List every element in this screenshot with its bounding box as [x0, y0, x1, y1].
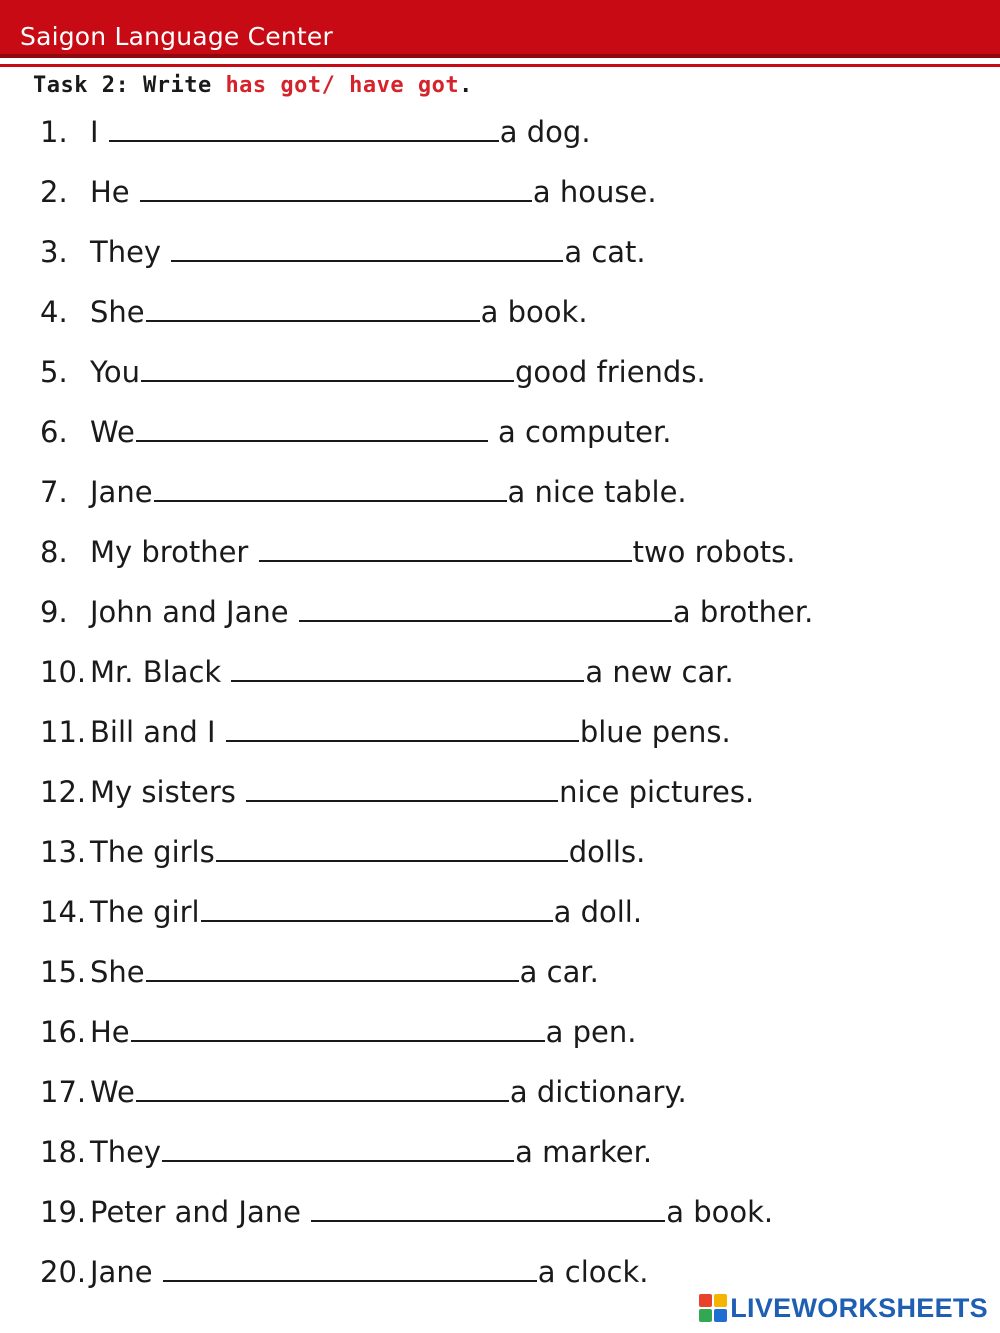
answer-blank[interactable] — [146, 296, 480, 322]
exercise-item — [40, 472, 687, 512]
answer-blank[interactable] — [146, 956, 519, 982]
item-number: 8. — [40, 535, 68, 569]
item-rest: a book. — [666, 1195, 774, 1229]
item-rest: blue pens. — [579, 715, 731, 749]
exercise-item — [40, 532, 796, 572]
item-rest: a new car. — [585, 655, 734, 689]
item-subject: He — [90, 1015, 130, 1049]
item-subject: We — [90, 415, 135, 449]
item-rest: a house. — [532, 175, 657, 209]
item-rest: a marker. — [515, 1135, 653, 1169]
item-rest: good friends. — [515, 355, 706, 389]
exercise-item — [40, 172, 657, 212]
answer-blank[interactable] — [246, 776, 558, 802]
item-subject: We — [90, 1075, 135, 1109]
item-number: 19. — [40, 1195, 87, 1229]
exercise-item — [40, 592, 813, 632]
item-subject: Bill and I — [90, 715, 225, 749]
exercise-item — [40, 892, 642, 932]
task-instruction — [33, 73, 473, 98]
item-rest: a nice table. — [507, 475, 687, 509]
item-number: 5. — [40, 355, 68, 389]
item-rest: a dog. — [499, 115, 591, 149]
exercise-item — [40, 352, 706, 392]
exercise-item — [40, 772, 754, 812]
answer-blank[interactable] — [154, 476, 507, 502]
item-number: 4. — [40, 295, 68, 329]
exercise-item — [40, 1012, 637, 1052]
answer-blank[interactable] — [109, 116, 499, 142]
item-rest: a dictionary. — [509, 1075, 687, 1109]
item-number: 10. — [40, 655, 87, 689]
answer-blank[interactable] — [131, 1016, 545, 1042]
item-rest: nice pictures. — [559, 775, 755, 809]
answer-blank[interactable] — [231, 656, 584, 682]
item-number: 20. — [40, 1255, 87, 1289]
item-rest: a pen. — [545, 1015, 637, 1049]
item-subject: They — [90, 1135, 162, 1169]
task-highlight: has got/ have got — [225, 73, 460, 98]
item-number: 7. — [40, 475, 68, 509]
item-rest: two robots. — [632, 535, 796, 569]
answer-blank[interactable] — [201, 896, 553, 922]
item-subject: Jane — [90, 1255, 162, 1289]
header-bar — [0, 0, 1000, 58]
answer-blank[interactable] — [171, 236, 563, 262]
answer-blank[interactable] — [299, 596, 672, 622]
item-rest: a car. — [519, 955, 599, 989]
answer-blank[interactable] — [259, 536, 632, 562]
answer-blank[interactable] — [141, 356, 514, 382]
item-subject: Mr. Black — [90, 655, 231, 689]
item-subject: Jane — [90, 475, 153, 509]
item-subject: Peter and Jane — [90, 1195, 311, 1229]
footer-brand — [699, 1291, 988, 1325]
item-number: 12. — [40, 775, 87, 809]
answer-blank[interactable] — [162, 1136, 514, 1162]
brand-name: LIVEWORKSHEETS — [730, 1292, 988, 1323]
item-rest: a doll. — [553, 895, 643, 929]
item-rest: a cat. — [564, 235, 646, 269]
item-rest: dolls. — [568, 835, 646, 869]
item-subject: She — [90, 295, 145, 329]
item-number: 3. — [40, 235, 68, 269]
item-rest: a book. — [480, 295, 588, 329]
header-divider — [0, 64, 1000, 67]
exercise-item — [40, 112, 591, 152]
item-number: 17. — [40, 1075, 87, 1109]
item-subject: My sisters — [90, 775, 246, 809]
item-rest: a computer. — [488, 415, 672, 449]
item-number: 11. — [40, 715, 87, 749]
task-end: . — [459, 73, 473, 98]
item-number: 1. — [40, 115, 68, 149]
answer-blank[interactable] — [140, 176, 532, 202]
exercise-item — [40, 292, 588, 332]
exercise-item — [40, 832, 645, 872]
item-rest: a clock. — [537, 1255, 649, 1289]
item-subject: He — [90, 175, 139, 209]
item-number: 6. — [40, 415, 68, 449]
item-number: 15. — [40, 955, 87, 989]
exercise-item — [40, 1252, 648, 1292]
item-subject: You — [90, 355, 140, 389]
answer-blank[interactable] — [226, 716, 579, 742]
answer-blank[interactable] — [136, 416, 488, 442]
item-number: 14. — [40, 895, 87, 929]
exercise-item — [40, 952, 599, 992]
item-subject: John and Jane — [90, 595, 298, 629]
header-title: Saigon Language Center — [20, 22, 333, 51]
task-label: Task 2: Write — [33, 73, 226, 98]
item-subject: She — [90, 955, 145, 989]
answer-blank[interactable] — [163, 1256, 537, 1282]
exercise-item — [40, 1132, 652, 1172]
exercise-item — [40, 1192, 773, 1232]
item-subject: They — [90, 235, 171, 269]
item-number: 18. — [40, 1135, 87, 1169]
item-subject: The girls — [90, 835, 215, 869]
item-number: 13. — [40, 835, 87, 869]
item-subject: The girl — [90, 895, 200, 929]
item-subject: I — [90, 115, 108, 149]
exercise-item — [40, 712, 731, 752]
exercise-item — [40, 412, 671, 452]
item-subject: My brother — [90, 535, 258, 569]
exercise-item — [40, 1072, 687, 1112]
answer-blank[interactable] — [216, 836, 568, 862]
answer-blank[interactable] — [136, 1076, 509, 1102]
item-number: 16. — [40, 1015, 87, 1049]
exercise-item — [40, 652, 734, 692]
answer-blank[interactable] — [311, 1196, 665, 1222]
liveworksheets-logo-icon — [699, 1294, 727, 1322]
exercise-item — [40, 232, 646, 272]
item-rest: a brother. — [672, 595, 814, 629]
item-number: 9. — [40, 595, 68, 629]
item-number: 2. — [40, 175, 68, 209]
